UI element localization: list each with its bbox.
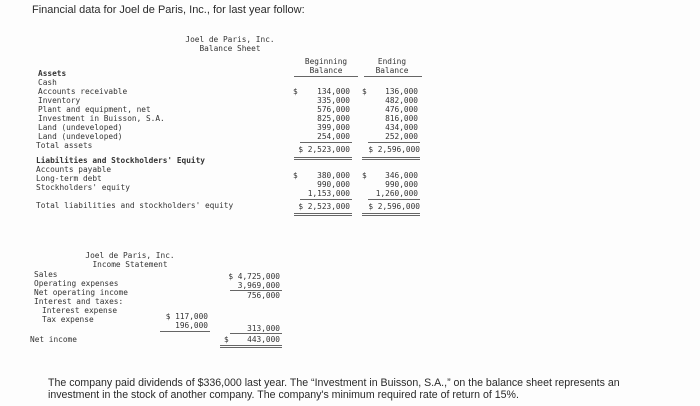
asset-begin: 825,000: [317, 114, 350, 123]
asset-end: 476,000: [385, 105, 418, 114]
sales-label: Sales: [34, 270, 58, 279]
interest-label: Interest expense: [42, 306, 118, 315]
col-end-line2: Balance: [375, 66, 409, 75]
total-liab-end: $ 2,596,000: [368, 202, 420, 211]
liab-label: Long-term debt: [36, 174, 102, 183]
liab-end: 346,000: [385, 171, 418, 180]
liab-end: 990,000: [385, 180, 418, 189]
total-assets-label: Total assets: [36, 141, 93, 150]
asset-begin-cur: $: [293, 87, 298, 96]
asset-begin: 399,000: [317, 123, 350, 132]
asset-begin: 576,000: [317, 105, 350, 114]
noi-label: Net operating income: [34, 288, 128, 297]
total-liab-label: Total liabilities and stockholders' equity: [36, 201, 234, 210]
asset-label: Cash: [38, 78, 57, 87]
asset-label: Investment in Buisson, S.A.: [38, 114, 165, 123]
interest-value: $ 117,000: [165, 312, 208, 321]
asset-begin: 254,000: [317, 132, 350, 141]
footer-text: The company paid dividends of $336,000 last year. The “Investment in Buisson, S.A.,” on the balance sheet represents an investment in the stock of another company. The company's minimum required rate of return of 15%.: [48, 377, 620, 401]
asset-end: 816,000: [385, 114, 418, 123]
intro-text: Financial data for Joel de Paris, Inc., for last year follow:: [32, 4, 305, 16]
asset-end: 482,000: [385, 96, 418, 105]
asset-begin: 335,000: [317, 96, 350, 105]
asset-begin: 134,000: [317, 87, 350, 96]
is-title: Income Statement: [92, 260, 168, 269]
asset-end: 252,000: [385, 132, 418, 141]
liab-end-cur: $: [362, 171, 367, 180]
liab-label: Stockholders' equity: [36, 183, 130, 192]
liab-begin: 1,153,000: [307, 189, 350, 198]
asset-end: 136,000: [385, 87, 418, 96]
liab-header: Liabilities and Stockholders' Equity: [36, 156, 205, 165]
interest-taxes-label: Interest and taxes:: [34, 297, 124, 306]
liab-begin-cur: $: [293, 171, 298, 180]
asset-label: Inventory: [38, 96, 81, 105]
is-company: Joel de Paris, Inc.: [85, 251, 175, 260]
bs-company: Joel de Paris, Inc.: [185, 35, 275, 44]
opex-value: 3,969,000: [237, 281, 280, 290]
total-assets-begin: $ 2,523,000: [298, 145, 350, 154]
col-begin-line2: Balance: [309, 66, 343, 75]
total-liab-begin: $ 2,523,000: [298, 202, 350, 211]
noi-value: 756,000: [247, 291, 280, 300]
liab-begin: 990,000: [317, 180, 350, 189]
sales-value: $ 4,725,000: [228, 272, 280, 281]
liab-end: 1,260,000: [375, 189, 418, 198]
total-assets-end: $ 2,596,000: [368, 145, 420, 154]
tax-label: Tax expense: [42, 315, 94, 324]
asset-label: Plant and equipment, net: [38, 105, 151, 114]
opex-label: Operating expenses: [34, 279, 119, 288]
asset-label: Land (undeveloped): [38, 132, 123, 141]
tax-value: 196,000: [175, 321, 208, 330]
col-end-line1: Ending: [377, 57, 407, 66]
net-income-label: Net income: [30, 335, 77, 344]
col-begin-line1: Beginning: [304, 57, 348, 66]
assets-header: Assets: [38, 69, 67, 78]
net-income-cur: $: [224, 335, 229, 344]
asset-label: Accounts receivable: [38, 87, 128, 96]
asset-end: 434,000: [385, 123, 418, 132]
liab-label: Accounts payable: [36, 165, 112, 174]
asset-end-cur: $: [362, 87, 367, 96]
liab-begin: 380,000: [317, 171, 350, 180]
net-income-value: 443,000: [247, 335, 280, 344]
bs-title: Balance Sheet: [199, 44, 261, 53]
total-interest-tax-value: 313,000: [247, 324, 280, 333]
asset-label: Land (undeveloped): [38, 123, 123, 132]
